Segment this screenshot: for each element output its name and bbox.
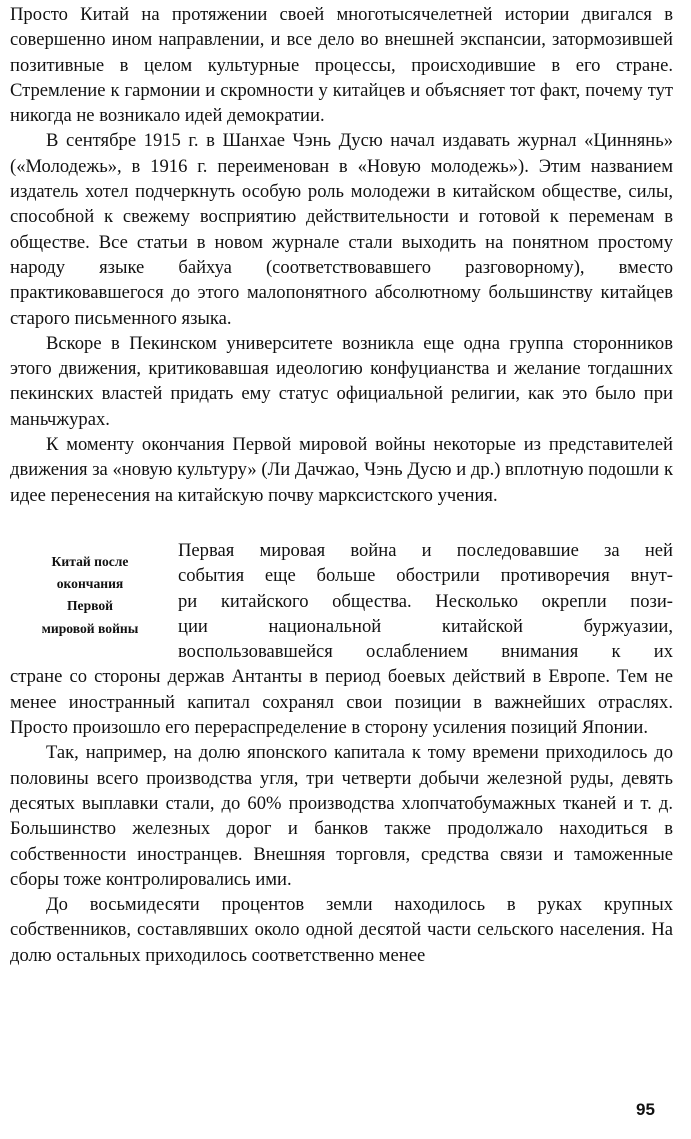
paragraph-new-culture: К моменту окончания Первой мировой войны некоторые из представителей движения за «новую культуру» (Ли Дачжао, Чэнь Дусю и др.) вплотную подошли к идее перенесения на китайскую почву марксистского учения.: [10, 434, 673, 506]
paragraph-peking-university: Вскоре в Пекинском университете возникла еще одна группа сторонников этого движения, критиковавшая идеологию конфуцианства и желание тогдашних пекинских властей придать ему статус официальной религии, как это было при маньчжурах.: [10, 332, 673, 430]
paragraph-intro: Просто Китай на протяжении своей многотысячелетней истории двигался в совершенно ином направлении, и все дело во внешней экспансии, затормозившей позитивные в целом культурные процессы, происходившие в его стране. Стремление к гармонии и скромности у китайцев и объясняет тот факт, почему тут никогда не возникало идей демократии.: [10, 4, 673, 127]
text-line: события еще больше обострили противоречия внут-: [178, 565, 673, 587]
text-line: ри китайского общества. Несколько окрепли пози-: [178, 590, 673, 612]
paragraph-land-ownership: До восьмидесяти процентов земли находилось в руках крупных собственников, составлявших около одной десятой части сельского населения. На долю остальных приходилось соответственно менее: [10, 894, 673, 966]
side-heading-line: мировой войны: [41, 620, 139, 636]
paragraph-japanese-capital: Так, например, на долю японского капитала к тому времени приходилось до половины всего производства угля, три четверти добычи железной руды, девять десятых выплавки стали, до 60% производства хлопчатобумажных тканей и т. д. Большинство железных дорог и банков также продолжало находиться в собственности иностранцев. Внешняя торговля, средства связи и таможенные сборы тоже контролировались ими.: [10, 742, 673, 890]
paragraph-journal: В сентябре 1915 г. в Шанхае Чэнь Дусю начал издавать журнал «Циннянь» («Молодежь», в 1916 г. переименован в «Новую молодежь»). Этим названием издатель хотел подчеркнуть особую роль молодежи в китайском обществе, силы, способной к свежему восприятию действительности и готовой к переменам в обществе. Все статьи в новом журнале стали выходить на понятном простому народу языке байхуа (соответствовавшего разговорному), вместо практиковавшегося до этого малопонятного абсолютному большинству китайцев старого письменного языка.: [10, 130, 673, 329]
page-number: 95: [636, 1100, 655, 1119]
section-china-after-war: [10, 538, 673, 664]
section-continuation: стране со стороны держав Антанты в период боевых действий в Европе. Тем не менее иностранный капитал сохранял свои позиции в важнейших отраслях. Просто произошло его перераспределение в сторону усиления позиций Японии.: [10, 666, 673, 739]
side-heading: [10, 551, 170, 640]
side-heading-line: окончания: [56, 576, 124, 592]
text-line: воспользовавшейся ослаблением внимания к их: [178, 641, 673, 663]
side-heading-line: Первой: [66, 598, 114, 614]
section-spacer: [10, 508, 673, 538]
text-line: ции национальной китайской буржуазии,: [178, 615, 673, 637]
section-first-lines: [170, 538, 673, 664]
text-line: Первая мировая война и последовавшие за ней: [178, 539, 673, 561]
side-heading-line: Китай после: [51, 553, 129, 569]
